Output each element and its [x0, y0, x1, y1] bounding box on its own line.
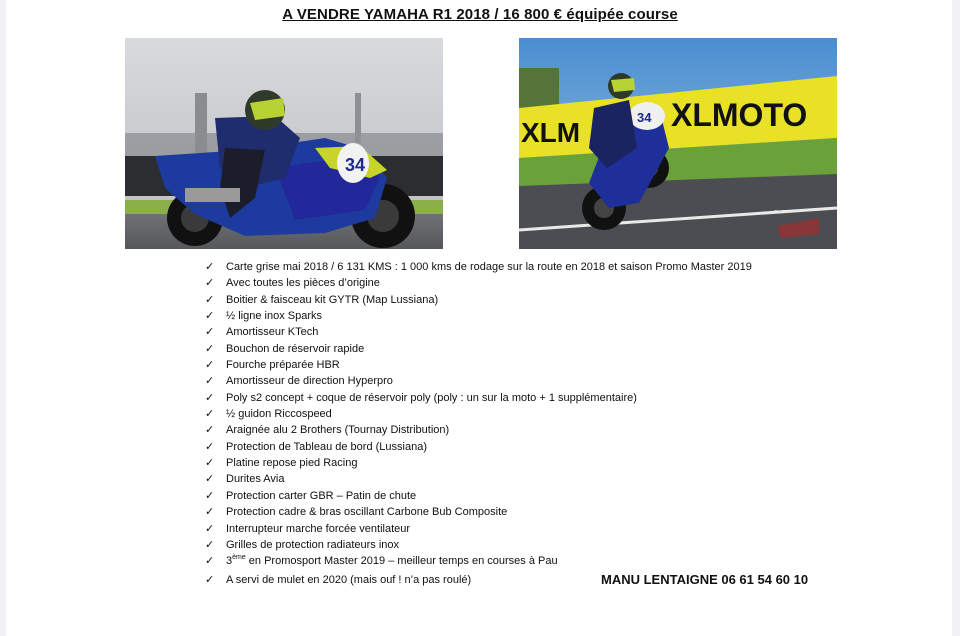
ad-title: A VENDRE YAMAHA R1 2018 / 16 800 € équipée course: [282, 6, 678, 23]
list-item: ✓ Protection cadre & bras oscillant Carbone Bub Composite: [205, 506, 508, 519]
list-item: ✓ Araignée alu 2 Brothers (Tournay Distribution): [205, 424, 450, 437]
check-mark-icon: ✓: [205, 489, 215, 502]
check-mark-icon: ✓: [205, 326, 215, 339]
check-mark-icon: ✓: [205, 408, 215, 421]
list-item: ✓ Platine repose pied Racing: [205, 457, 358, 470]
placing-superscript: ème: [232, 554, 246, 562]
list-item: ✓ Fourche préparée HBR: [205, 359, 340, 372]
check-mark-icon: ✓: [205, 424, 215, 437]
check-mark-icon: ✓: [205, 293, 215, 306]
check-mark-icon: ✓: [205, 506, 215, 519]
list-item: ✓ Interrupteur marche forcée ventilateur: [205, 522, 411, 535]
list-item: ✓ Durites Avia: [205, 473, 285, 486]
check-mark-icon: ✓: [205, 359, 215, 372]
list-item: ✓ Carte grise mai 2018 / 6 131 KMS : 1 000 kms de rodage sur la route en 2018 et saison Promo Master 2019: [205, 261, 752, 273]
check-mark-icon: ✓: [205, 457, 215, 470]
bike-number: 34: [637, 110, 652, 125]
list-item: ✓ Protection carter GBR – Patin de chute: [205, 489, 417, 502]
placing-text: en Promosport Master 2019 – meilleur temps en courses à Pau: [245, 555, 558, 568]
feature-list: [204, 259, 752, 588]
check-mark-icon: ✓: [205, 391, 215, 404]
check-mark-icon: ✓: [205, 522, 215, 535]
svg-text:34: 34: [345, 155, 366, 175]
check-mark-icon: ✓: [205, 375, 215, 388]
check-mark-icon: ✓: [205, 440, 215, 453]
list-item: ✓ Bouchon de réservoir rapide: [205, 342, 365, 355]
check-mark-icon: ✓: [205, 310, 215, 323]
xlmoto-banner-text: XLMOTO: [671, 97, 808, 133]
list-item: ✓ Boitier & faisceau kit GYTR (Map Lussiana): [205, 293, 439, 306]
check-mark-icon: ✓: [205, 261, 215, 273]
check-mark-icon: ✓: [205, 573, 215, 586]
list-item: ✓ ½ ligne inox Sparks: [205, 310, 322, 323]
list-item-placing: [204, 553, 752, 569]
racing-motorcycle-cornering-photo: [125, 38, 443, 249]
check-mark-icon: ✓: [205, 473, 215, 486]
list-item: ✓ Poly s2 concept + coque de réservoir poly (poly : un sur la moto + 1 supplémentaire): [205, 391, 637, 404]
xlm-banner-text: XLM: [521, 117, 581, 148]
list-item-last: ✓ A servi de mulet en 2020 (mais ouf ! n’a pas roulé): [205, 573, 472, 586]
check-mark-icon: ✓: [205, 342, 215, 355]
racing-motorcycle-wheelie-photo: [519, 38, 837, 249]
list-item: ✓ Grilles de protection radiateurs inox: [205, 538, 400, 551]
list-item: ✓ Protection de Tableau de bord (Lussiana): [205, 440, 427, 453]
list-item: ✓ ½ guidon Riccospeed: [205, 408, 332, 421]
placing-number: 3: [226, 555, 233, 568]
check-mark-icon: ✓: [205, 555, 215, 568]
list-item: ✓ Amortisseur de direction Hyperpro: [205, 375, 393, 388]
contact-name-phone: MANU LENTAIGNE 06 61 54 60 10: [601, 572, 809, 587]
list-item: ✓ Amortisseur KTech: [205, 326, 319, 339]
svg-text:~ ~: ~ ~: [774, 206, 786, 216]
check-mark-icon: ✓: [205, 538, 215, 551]
check-mark-icon: ✓: [205, 277, 215, 290]
list-item: ✓ Avec toutes les pièces d’origine: [205, 277, 380, 290]
